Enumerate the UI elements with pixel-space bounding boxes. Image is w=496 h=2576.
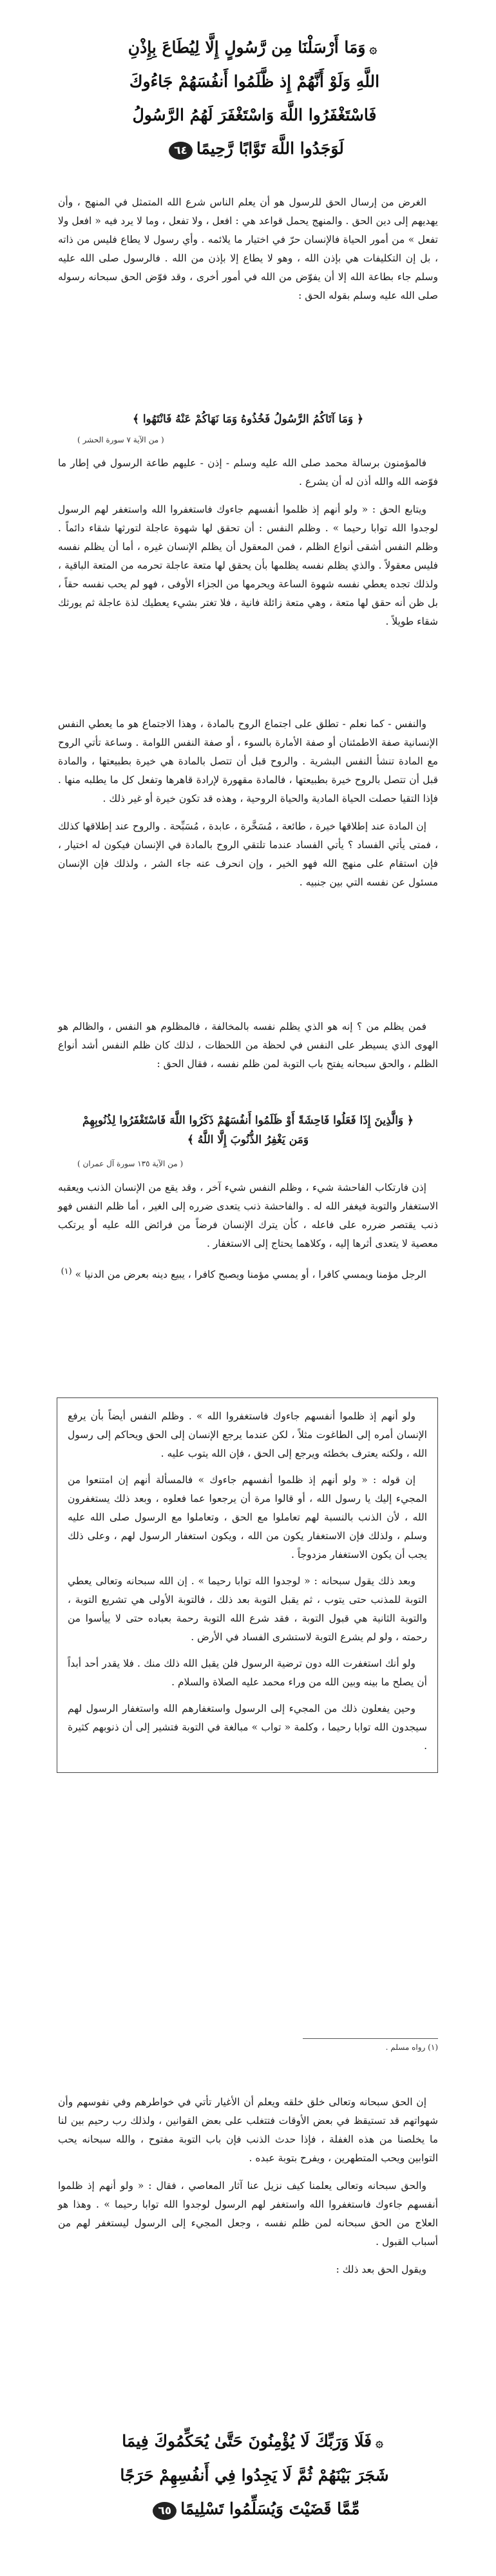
paragraph: والنفس - كما نعلم - تطلق على اجتماع الروح بالمادة ، وهذا الاجتماع هو ما يعطي النفس الإنسانية صفة الاطمئنان أو صفة الأمارة بالسوء ، أو صفة النفس اللوامة . وساعة تأتي الروح مع المادة تنشأ النفس البشرية . والروح قبل أن تتصل بالمادة هي خيرة بطبيعتها ، والمادة قبل أن تتصل بالروح خيرة بطبيعتها ، فالمادة مقهورة لإرادة قاهرها وتفعل كل ما يطلبه منها . فإذا التقيا حصلت الحياة المادية والحياة الروحية ، وهذه قد تكون خيرة أو غير ذلك . [58, 718, 438, 804]
section-1-after [58, 454, 438, 640]
ornament-icon: ۞ [376, 2434, 383, 2450]
paragraph: إن قوله : « ولو أنهم إذ ظلموا أنفسهم جاءوك » فالمسألة أنهم إن امتنعوا من المجيء إليك يا رسول الله ، أو قالوا مرة أن يرجعوا عما فعلوه ، وبعد ذلك يستغفرون الله ، لأن الذنب بالنسبة لهم تعاملوا مع الحق ، وتعاملوا مع الرسول صلى الله عليه وسلم ، ولذلك فإن الاستغفار يكون من الله ، ويكون استغفار الرسول لهم ، وعلى ذلك يجب أن يكون الاستغفار مزدوجاً . [68, 1474, 427, 1560]
verse-top-line: فَاسْتَغْفَرُوا اللَّهَ وَاسْتَغْفَرَ لَهُمُ الرَّسُولُ [132, 106, 377, 124]
section-2 [58, 715, 438, 901]
verse-top-line: ۞وَمَا أَرْسَلْنَا مِن رَّسُولٍ إِلَّا لِيُطَاعَ بِإِذْنِ [128, 38, 377, 57]
verse-top-line: اللَّهِ وَلَوْ أَنَّهُمْ إِذ ظَّلَمُوا أَنفُسَهُمْ جَاءُوكَ [129, 72, 380, 91]
verse-number-badge: ٦٤ [169, 142, 193, 160]
verse-bottom-line: شَجَرَ بَيْنَهُمْ ثُمَّ لَا يَجِدُوا فِي أَنفُسِهِمْ حَرَجًا [120, 2466, 389, 2485]
verse-bottom-line: ۞فَلَا وَرَبِّكَ لَا يُؤْمِنُونَ حَتَّىٰ يُحَكِّمُوكَ فِيمَا [122, 2432, 383, 2450]
verse-top-line: لَوَجَدُوا اللَّهَ تَوَّابًا رَّحِيمًا٦٤ [71, 132, 438, 166]
inline-verse-1: ﴿ وَمَا آتَاكُمُ الرَّسُولُ فَخُذُوهُ وَمَا نَهَاكُمْ عَنْهُ فَانْتَهُوا ﴾ [132, 413, 364, 426]
verse-bottom-line: مِّمَّا قَضَيْتَ وَيُسَلِّمُوا تَسْلِيمًا٦٥ [71, 2492, 438, 2526]
verse-number-badge: ٦٥ [153, 2502, 176, 2520]
verse-citation-1: ( من الآية ٧ سورة الحشر ) [77, 435, 164, 444]
paragraph: ولو أنهم إذ ظلموا أنفسهم جاءوك فاستغفروا الله » . وظلم النفس أيضاً بأن يرفع الإنسان أمره إلى الطاغوت مثلاً ، لكن عندما يرجع الإنسان إلى الحق ويحاكم إلى رسول الله ، ولكنه يعترف بخطئه ويرجع إلى الحق ، فإن الله يتوب عليه . [68, 1410, 427, 1459]
paragraph: الرجل مؤمنا ويمسي كافرا ، أو يمسي مؤمنا ويصبح كافرا ، يبيع دينه بعرض من الدنيا » $^{(١)}$ [61, 1267, 426, 1281]
footnote-ref: (١) [61, 1267, 72, 1276]
paragraph: الغرض من إرسال الحق للرسول هو أن يعلم الناس شرع الله المتمثل في المنهج ، وأن يهديهم إلى دين الحق . والمنهج يحمل قواعد هي : افعل ، ولا تفعل ، وما لا يرد فيه « افعل ولا تفعل » من أمور الحياة فالإنسان حرّ في اختيار ما يلائمه . وأي رسول لا يطاع فليس من ذاته ، بل إن التكليفات هي بإذن الله ، وهو لا يطاع إلا بإذن من الله . فالرسول صلى الله عليه وسلم جاء بطاعة الله إلا أن يفوّض من الله في أمور أخرى ، وقد فوّض الحق سبحانه رسوله صلى الله عليه وسلم بقوله الحق : [58, 196, 438, 301]
footnote: (١) رواه مسلم . [385, 2043, 438, 2052]
verse-citation-2: ( من الآية ١٣٥ سورة آل عمران ) [77, 1159, 184, 1168]
section-3-after [58, 1179, 438, 1293]
paragraph: فمن يظلم من ؟ إنه هو الذي يظلم نفسه بالمخالفة ، فالمظلوم هو النفس ، والظالم هو الهوى الذي يسيطر على النفس في لحظة من اللحظات ، لذلك كان ظلم النفس أشد أنواع الظلم ، والحق سبحانه يفتح باب التوبة لمن ظلم نفسه ، فقال الحق : [58, 1021, 438, 1070]
inline-verse-2: ﴿ وَالَّذِينَ إِذَا فَعَلُوا فَاحِشَةً أَوْ ظَلَمُوا أَنفُسَهُمْ ذَكَرُوا اللَّهَ فَاسْتَغْفَرُوا لِذُنُوبِهِمْ وَمَن يَغْفِرُ الذُّنُوبَ إِلَّا اللَّهُ ﴾ [82, 1114, 414, 1146]
paragraph: إن المادة عند إطلاقها خيرة ، طائعة ، مُسَخَّرة ، عابدة ، مُسَبِّحة . والروح عند إطلاقها كذلك ، فمتى يأتي الفساد ؟ يأتي الفساد عندما تلتقي الروح بالمادة في الإنسان فيكون له اختيار ، فإن استقام على منهج الله فهو الخير ، وإن انحرف عنه جاء الشر ، ولذلك فإن الإنسان مسئول عن نفسه التي بين جنبيه . [58, 820, 438, 888]
paragraph: فالمؤمنون برسالة محمد صلى الله عليه وسلم - إذن - عليهم طاعة الرسول في إطار ما فوّضه الله والله أذن له أن يشرع . [58, 457, 438, 488]
paragraph: إذن فارتكاب الفاحشة شيء ، وظلم النفس شيء آخر ، وقد يقع من الإنسان الذنب ويعقبه الاستغفار والتوبة فيغفر الله له . والفاحشة ذنب يتعدى ضرره إلى الغير ، أما ظلم النفس فهو ذنب يقتصر ضرره على فاعله ، كأن يترك الإنسان فرضاً من فرائض الله عليه أو يرتكب معصية لا يتعدى أثرها إليه ، وكلاهما يحتاج إلى الاستغفار . [58, 1182, 438, 1249]
ornament-icon: ۞ [369, 41, 377, 56]
paragraph: وحين يفعلون ذلك من المجيء إلى الرسول واستغفارهم الله واستغفار الرسول لهم سيجدون الله توابا رحيما ، وكلمة « تواب » مبالغة في التوبة فتشير إلى أن ذنوبهم كثيرة . [68, 1703, 427, 1752]
section-1 [58, 193, 438, 314]
section-4 [58, 2093, 438, 2288]
section-3 [58, 1018, 438, 1083]
footnote-divider [303, 2038, 438, 2039]
paragraph: ولو أنك استغفرت الله دون ترضية الرسول فلن يقبل الله ذلك منك . فلا يقدر أحد أبداً أن يصلح ما بينه وبين الله من وراء محمد عليه الصلاة والسلام . [68, 1658, 427, 1688]
paragraph: ويقول الحق بعد ذلك : [336, 2264, 426, 2275]
paragraph: والحق سبحانه وتعالى يعلمنا كيف نزيل عنا آثار المعاصي ، فقال : « ولو أنهم إذ ظلموا أنفسهم جاءوك فاستغفروا الله واستغفر لهم الرسول لوجدوا الله توابا رحيما » . وهذا هو العلاج من الحق سبحانه لمن ظلم نفسه ، وجعل المجيء إلى الرسول ليستغفر لهم من أسباب القبول . [58, 2180, 438, 2248]
paragraph: ويتابع الحق : « ولو أنهم إذ ظلموا أنفسهم جاءوك فاستغفروا الله واستغفر لهم الرسول لوجدوا الله توابا رحيما » . وظلم النفس : أن تحقق لها شهوة عاجلة لتورثها شقاء دائماً . وظلم النفس أشقى أنواع الظلم ، فمن المعقول أن يظلم الإنسان غيره ، أما أن يظلم نفسه فليس معقولاً . والذي يظلم نفسه يظلمها بأن يحقق لها متعة عاجلة تحرمه من المتعة الباقية ، ولذلك تجده يعطي نفسه شهوة الساعة ويحرمها من الجزاء الأوفى ، فهو لم يحب نفسه حقاً ، بل ظن أنه حقق لها متعة ، وهي متعة زائلة فانية ، فلا تغتر بشيء يعطيك لذة عاجلة ثم يورثك شقاء طويلاً . [58, 504, 438, 627]
verse-top [71, 31, 438, 166]
paragraph: وبعد ذلك يقول سبحانه : « لوجدوا الله توابا رحيما » . إن الله سبحانه وتعالى يعطي التوبة للمذنب حتى يتوب ، ثم يقبل التوبة بعد ذلك ، فالتوبة الأولى هي تشريع التوبة ، والتوبة الثانية هي قبول التوبة ، فقد شرع الله التوبة رحمة بعباده حتى لا ييأسوا من رحمته ، ولو لم يشرع التوبة لاستشرى الفساد في الأرض . [68, 1575, 427, 1643]
verse-bottom [71, 2425, 438, 2526]
paragraph: إن الحق سبحانه وتعالى خلق خلقه ويعلم أن الأغيار تأتي في خواطرهم وفي نفوسهم وأن شهواتهم قد تستيقظ في بعض الأوقات فتتغلب على بعض القوانين ، ولذلك رب رحيم بين لنا ما يخلصنا من هذه الغفلة ، فإذا حدث الذنب فإن باب التوبة مفتوح ، والله سبحانه يحب التوابين ويحب المتطهرين ، ويفرح بتوبة عبده . [58, 2096, 438, 2164]
boxed-commentary [57, 1397, 438, 1773]
